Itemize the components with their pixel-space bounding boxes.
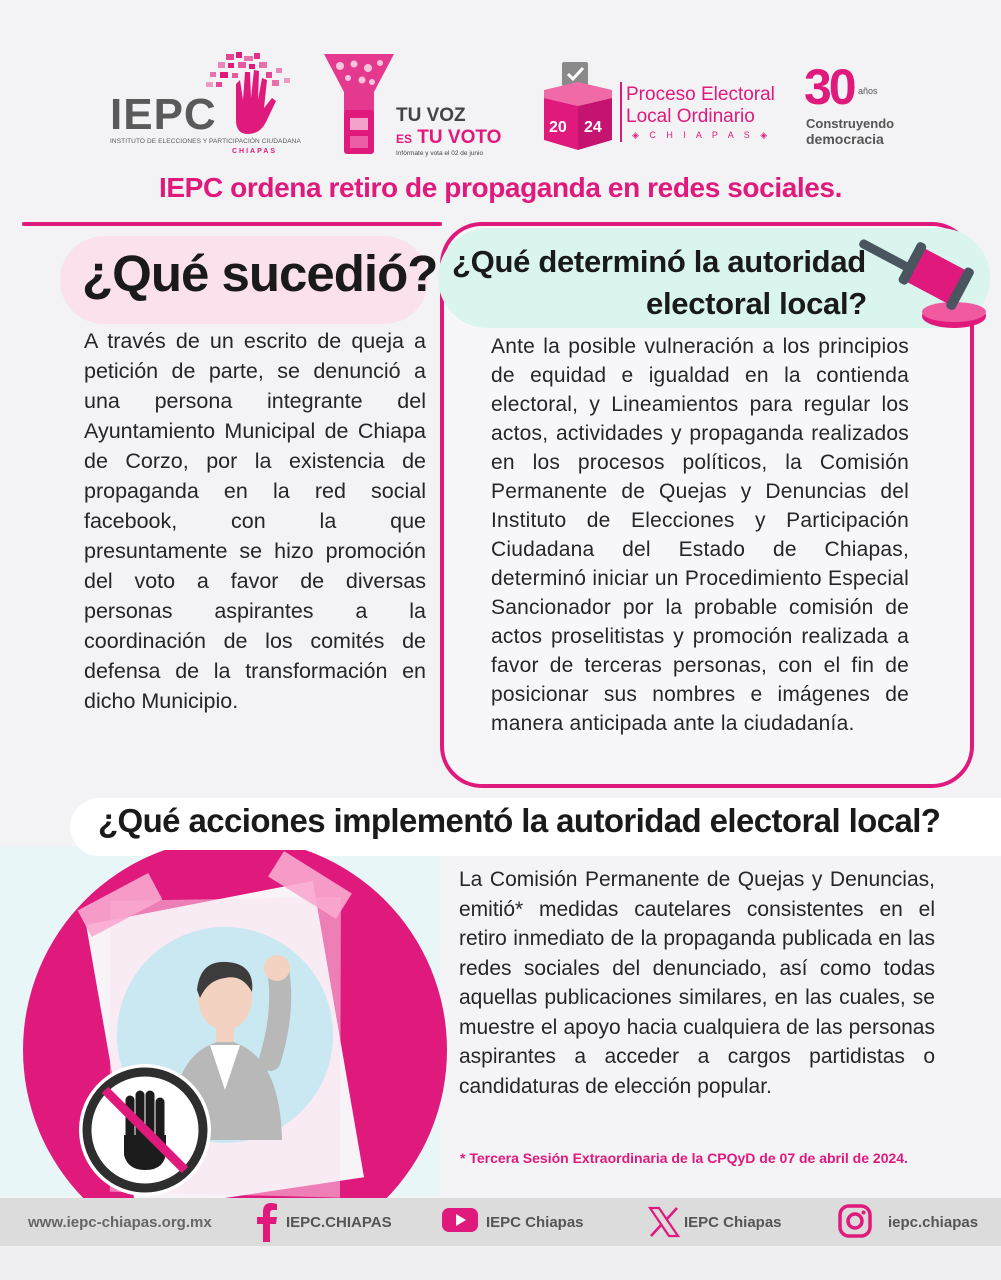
iepc-wordmark: IEPC	[110, 90, 217, 139]
aniversario-number: 30	[804, 59, 854, 115]
proceso-electoral-logo	[540, 60, 790, 160]
aniversario-line2: democracia	[806, 131, 884, 147]
iepc-logo	[110, 50, 300, 160]
aniversario-anos: años	[858, 86, 878, 96]
logo-divider	[620, 82, 622, 142]
year-right: 24	[584, 119, 602, 136]
que-determino-body: Ante la posible vulneración a los principios de equidad e igualdad en la contienda electoral, y Lineamientos para regular los actos, actividades y propaganda realizados en los procesos políticos, la Comisión Permanente de Quejas y Denuncias del Instituto de Elecciones y Participación Ciudadana del Estado de Chiapas, determinó iniciar un Procedimiento Especial Sancionador por la probable comisión de actos proselitistas y promoción realizada a favor de terceras personas, con el fin de posicionar sus nombres e imágenes de manera anticipada ante la ciudadanía.	[491, 335, 909, 735]
proceso-line2: Local Ordinario	[626, 106, 755, 127]
que-determino-heading-line2: electoral local?	[646, 286, 867, 321]
ballot-box-icon	[322, 52, 396, 157]
tu-voz-tagline: Infórmate y vota el 02 de junio	[396, 150, 484, 157]
bottom-strip	[0, 1246, 1001, 1280]
x-link[interactable]: IEPC Chiapas	[684, 1214, 782, 1231]
que-sucedio-heading: ¿Qué sucedió?	[82, 245, 438, 302]
que-acciones-heading: ¿Qué acciones implementó la autoridad electoral local?	[98, 802, 941, 839]
iepc-subtitle: INSTITUTO DE ELECCIONES Y PARTICIPACIÓN CIUDADANA	[110, 138, 301, 145]
instagram-icon[interactable]	[838, 1204, 872, 1238]
facebook-icon[interactable]	[254, 1202, 280, 1242]
gavel-icon	[856, 228, 986, 333]
page-title: IEPC ordena retiro de propaganda en redes sociales.	[159, 172, 842, 203]
que-acciones-body: La Comisión Permanente de Quejas y Denuncias, emitió* medidas cautelares consistentes en el retiro inmediato de la propaganda publicada en las redes sociales del denunciado, así como todas aquellas publicaciones similares, en las cuales, se muestre el apoyo hacia cualquiera de las personas aspirantes a acceder a cargos partidistas o candidaturas de elección popular.	[459, 868, 935, 1098]
website-link[interactable]: www.iepc-chiapas.org.mx	[28, 1214, 212, 1231]
tu-voz-line: TU VOZ	[396, 105, 466, 126]
instagram-link[interactable]: iepc.chiapas	[888, 1214, 979, 1231]
stop-hand-icon	[79, 1064, 211, 1196]
facebook-link[interactable]: IEPC.CHIAPAS	[286, 1214, 392, 1231]
que-determino-heading-line1: ¿Qué determinó la autoridad	[452, 244, 866, 279]
propaganda-illustration	[20, 850, 450, 1210]
ballot-box-2024-icon	[540, 60, 616, 152]
iepc-state: CHIAPAS	[232, 148, 277, 155]
tu-voto-line	[396, 127, 501, 149]
tu-voto-word: TU VOTO	[417, 127, 502, 148]
footnote: * Tercera Sesión Extraordinaria de la CPQyD de 07 de abril de 2024.	[460, 1150, 908, 1166]
aniversario-logo	[800, 59, 895, 152]
tu-voz-logo	[322, 52, 507, 162]
proceso-line1: Proceso Electoral	[626, 84, 775, 105]
year-left: 20	[549, 119, 567, 136]
aniversario-line1: Construyendo	[806, 116, 895, 131]
youtube-link[interactable]: IEPC Chiapas	[486, 1214, 584, 1231]
youtube-icon[interactable]	[442, 1206, 478, 1234]
es-word: ES	[396, 132, 413, 146]
que-sucedio-body: A través de un escrito de queja a petición de parte, se denunció a una persona integrante del Ayuntamiento Municipal de Chiapa de Corzo, por la existencia de propaganda en la red social facebook, con la que presuntamente se hizo promoción del voto a favor de diversas personas aspirantes a la coordinación de los comités de defensa de la transformación en dicho Municipio.	[84, 329, 426, 713]
x-icon[interactable]	[648, 1206, 680, 1238]
left-divider	[22, 222, 442, 226]
proceso-line3: ◈ C H I A P A S ◈	[632, 130, 772, 140]
